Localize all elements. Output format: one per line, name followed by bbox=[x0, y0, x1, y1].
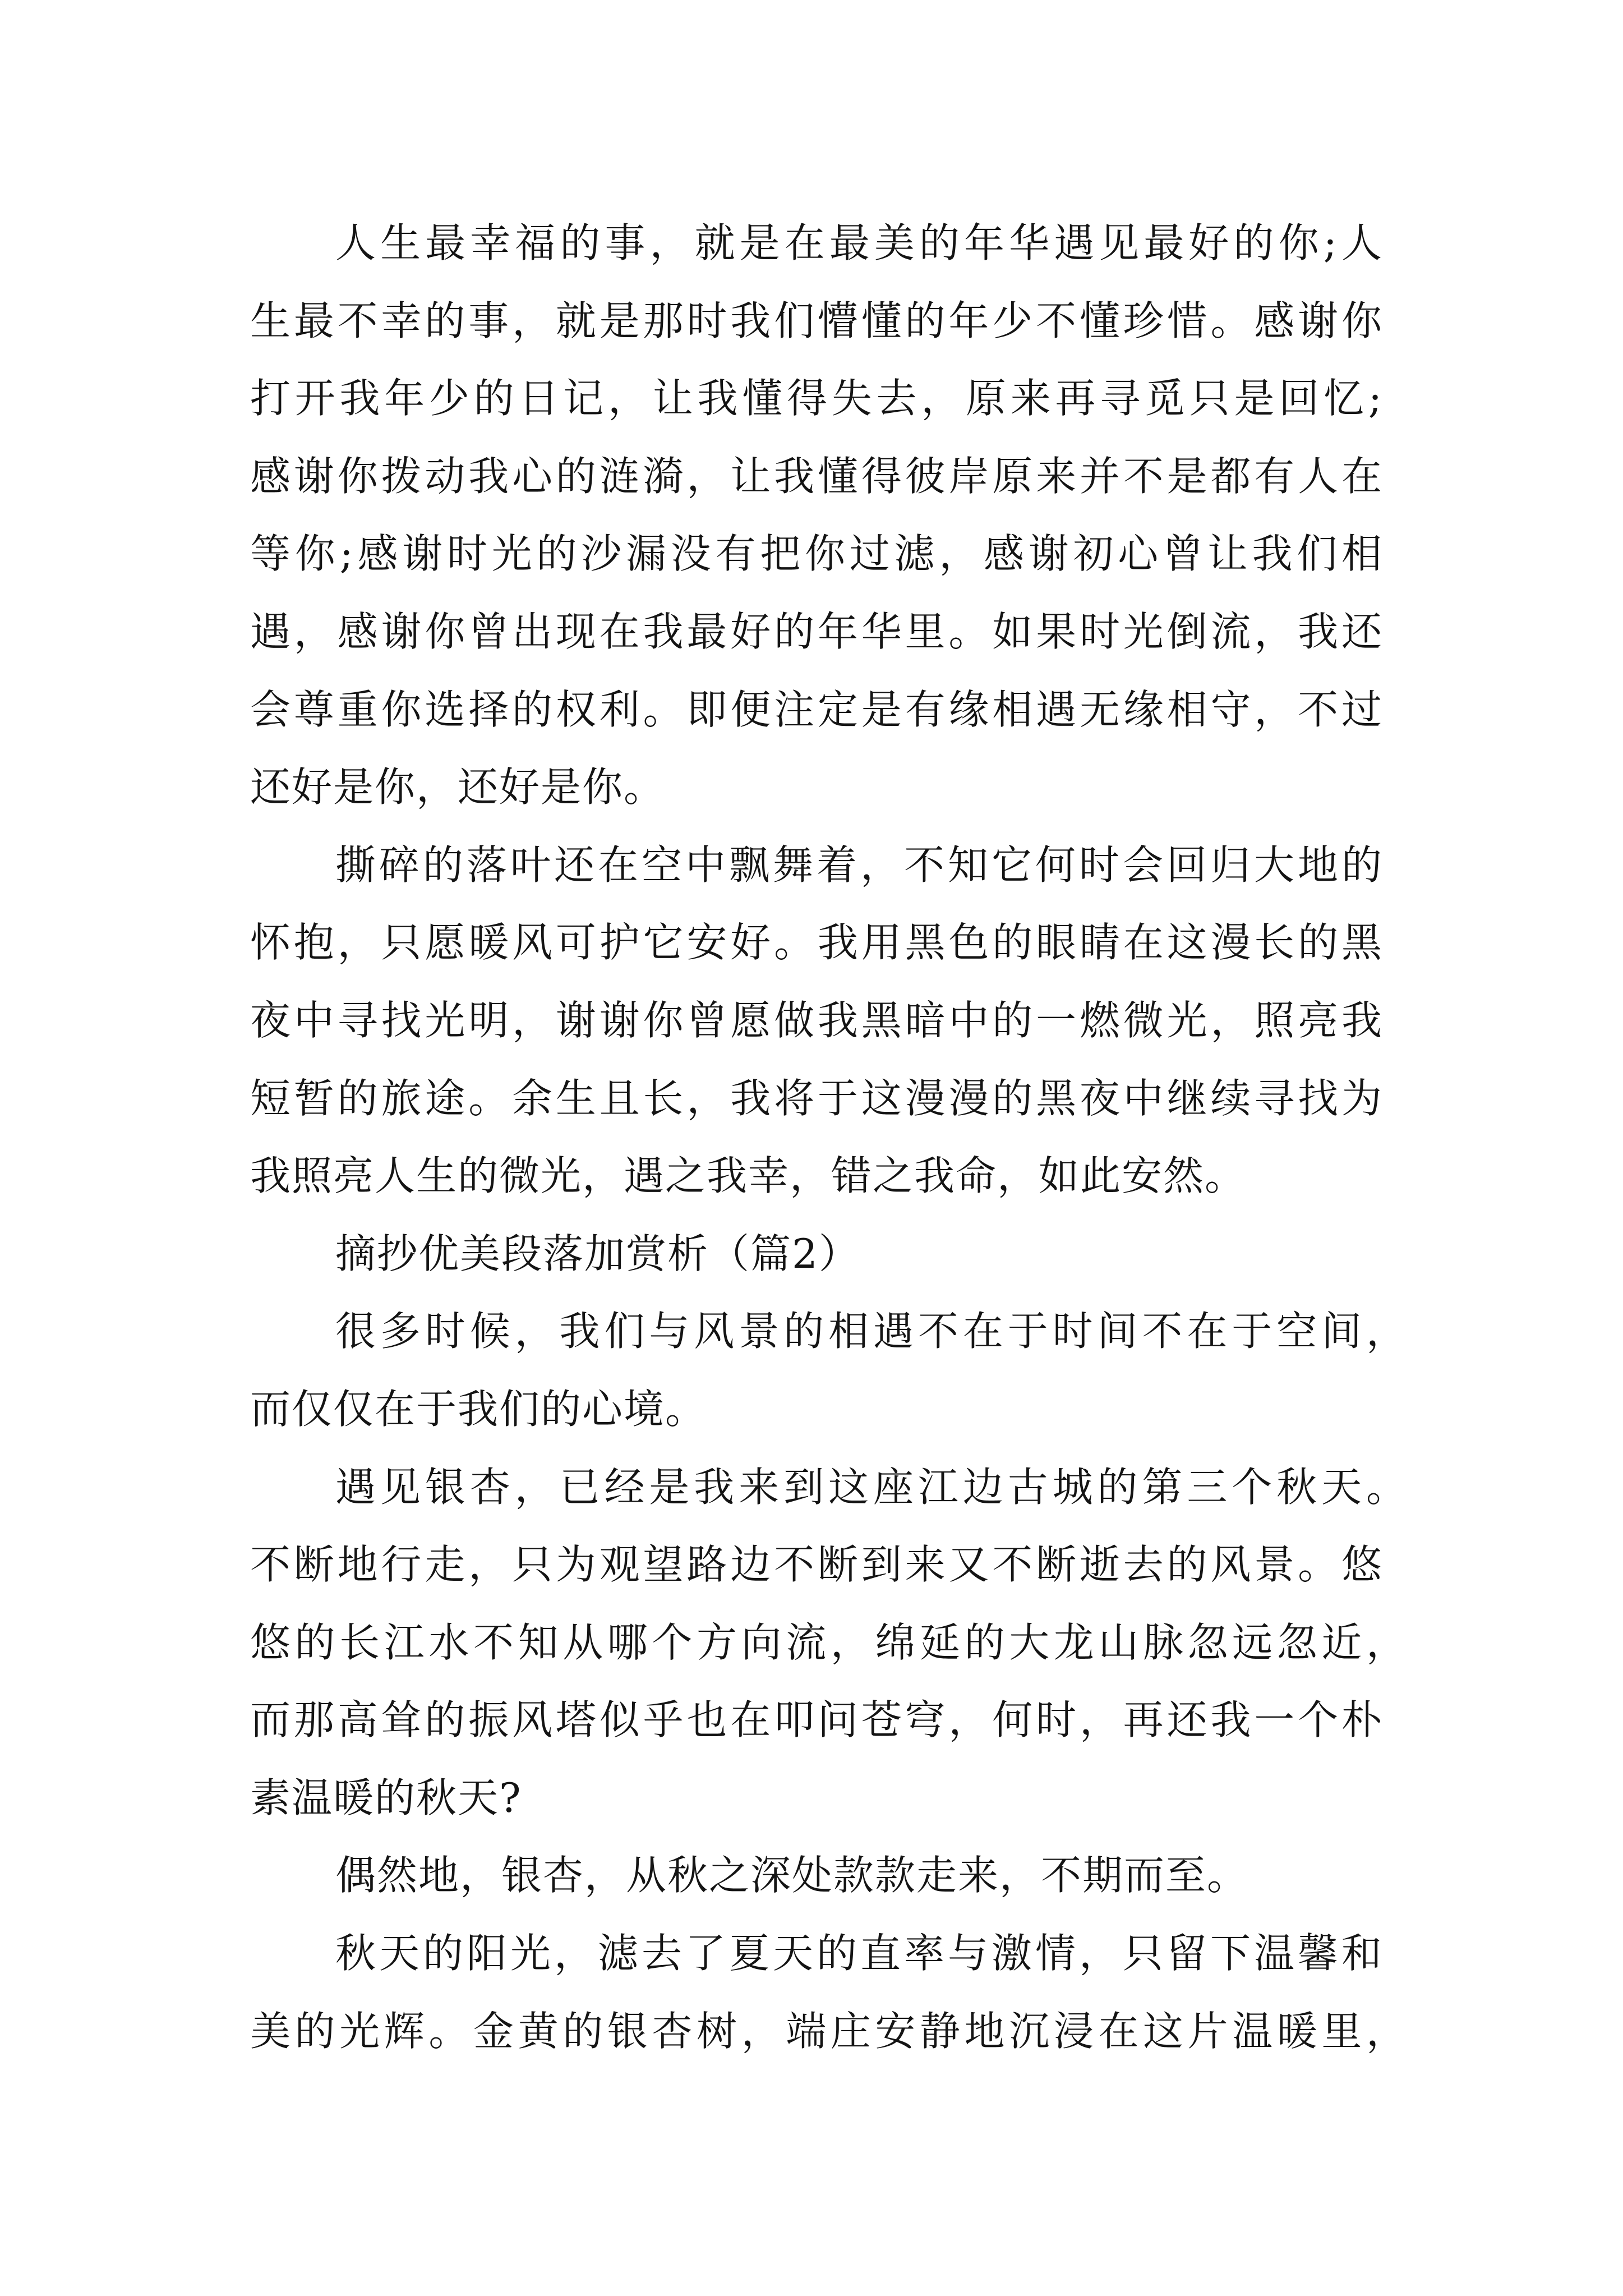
paragraph-line: 人生最幸福的事，就是在最美的年华遇见最好的你;人 bbox=[335, 219, 1383, 266]
paragraph-line: 会尊重你选择的权利。即便注定是有缘相遇无缘相守，不过 bbox=[250, 685, 1383, 733]
paragraph bbox=[250, 1448, 1408, 1837]
paragraph-line: 打开我年少的日记，让我懂得失去，原来再寻觅只是回忆; bbox=[250, 375, 1383, 422]
paragraph bbox=[250, 1837, 1383, 1915]
paragraph bbox=[250, 204, 1383, 826]
paragraph-line: 夜中寻找光明，谢谢你曾愿做我黑暗中的一燃微光，照亮我 bbox=[250, 996, 1383, 1044]
paragraph-line: 偶然地，银杏，从秋之深处款款走来，不期而至。 bbox=[335, 1852, 1249, 1899]
paragraph bbox=[250, 1915, 1408, 2070]
paragraph bbox=[250, 1292, 1408, 1448]
paragraph-line: 素温暖的秋天? bbox=[250, 1774, 522, 1821]
paragraph-line: 遇，感谢你曾出现在我最好的年华里。如果时光倒流，我还 bbox=[250, 608, 1383, 655]
paragraph-line: 美的光辉。金黄的银杏树，端庄安静地沉浸在这片温暖里， bbox=[250, 2007, 1408, 2055]
paragraph-line: 我照亮人生的微光，遇之我幸，错之我命，如此安然。 bbox=[250, 1152, 1247, 1200]
paragraph-line: 不断地行走，只为观望路边不断到来又不断逝去的风景。悠 bbox=[250, 1541, 1383, 1589]
paragraph-line: 感谢你拨动我心的涟漪，让我懂得彼岸原来并不是都有人在 bbox=[250, 452, 1383, 500]
paragraph-line: 生最不幸的事，就是那时我们懵懂的年少不懂珍惜。感谢你 bbox=[250, 297, 1383, 344]
paragraph-line: 还好是你，还好是你。 bbox=[250, 763, 666, 811]
paragraph-line: 而仅仅在于我们的心境。 bbox=[250, 1385, 707, 1433]
paragraph-line: 撕碎的落叶还在空中飘舞着，不知它何时会回归大地的 bbox=[335, 841, 1383, 889]
paragraph-line: 秋天的阳光，滤去了夏天的直率与激情，只留下温馨和 bbox=[335, 1930, 1383, 1977]
paragraph-line: 短暂的旅途。余生且长，我将于这漫漫的黑夜中继续寻找为 bbox=[250, 1074, 1383, 1122]
paragraph-line: 怀抱，只愿暖风可护它安好。我用黑色的眼睛在这漫长的黑 bbox=[250, 919, 1383, 967]
paragraph-line: 而那高耸的振风塔似乎也在叩问苍穹，何时，再还我一个朴 bbox=[250, 1696, 1383, 1744]
document-body bbox=[250, 204, 1408, 2070]
section-heading: 摘抄优美段落加赏析（篇2） bbox=[335, 1230, 860, 1277]
paragraph bbox=[250, 826, 1383, 1215]
paragraph-line: 很多时候，我们与风景的相遇不在于时间不在于空间， bbox=[335, 1308, 1408, 1355]
paragraph-line: 遇见银杏，已经是我来到这座江边古城的第三个秋天。 bbox=[335, 1463, 1408, 1511]
paragraph-line: 悠的长江水不知从哪个方向流，绵延的大龙山脉忽远忽近， bbox=[250, 1618, 1408, 1666]
paragraph-line: 等你;感谢时光的沙漏没有把你过滤，感谢初心曾让我们相 bbox=[250, 530, 1383, 578]
